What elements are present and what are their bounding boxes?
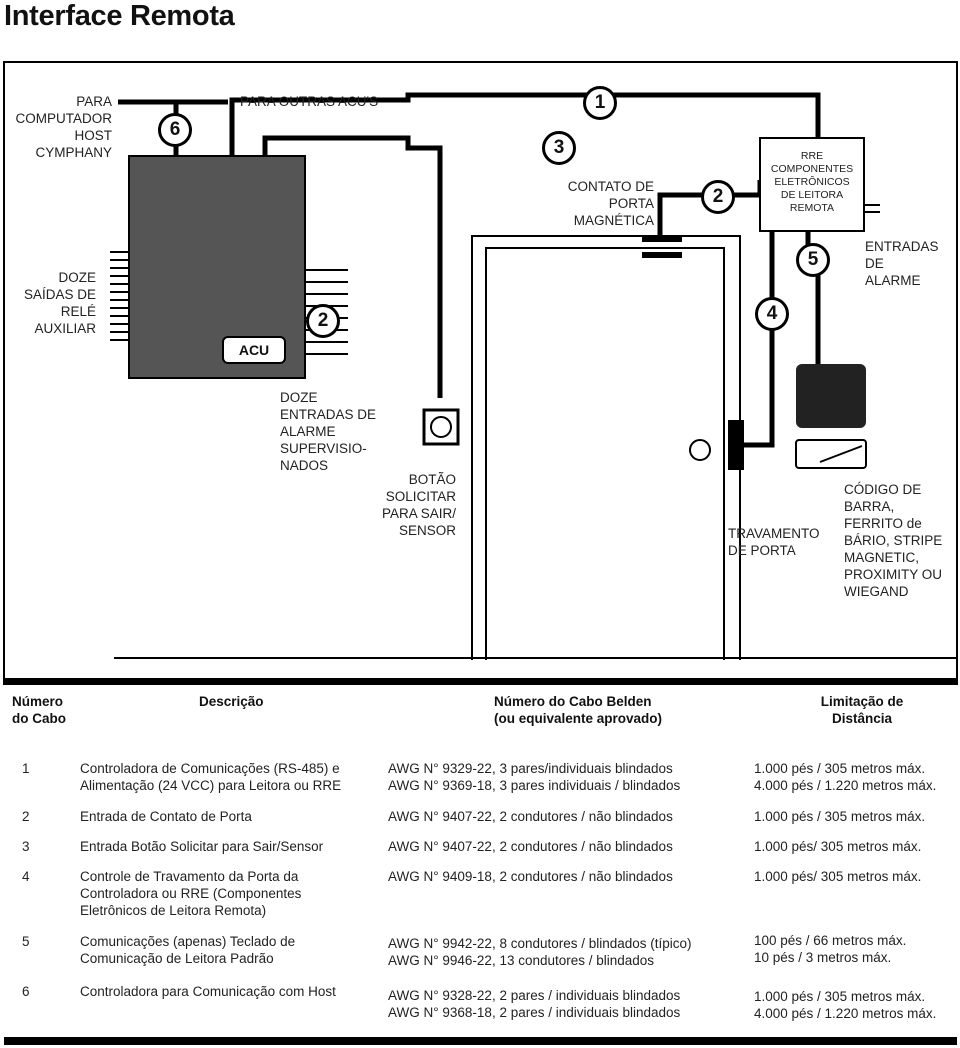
card-reader bbox=[796, 364, 866, 428]
relay-outputs-label: DOZE SAÍDAS DE RELÉ AUXILIAR bbox=[23, 270, 96, 336]
row-1-number: 1 bbox=[22, 761, 30, 776]
row-5-distance: 100 pés / 66 metros máx. 10 pés / 3 metros máx. bbox=[754, 933, 907, 965]
cable-badge-2-door: 2 bbox=[701, 180, 735, 214]
page-title: Interface Remota bbox=[4, 0, 235, 32]
door-lock bbox=[728, 420, 744, 470]
magnetic-contact-label: CONTATO DE PORTA MAGNÉTICA bbox=[567, 179, 654, 228]
row-5-description: Comunicações (apenas) Teclado de Comunicação de Leitora Padrão bbox=[80, 934, 296, 966]
row-6-cable: AWG N° 9328-22, 2 pares / individuais blindados AWG N° 9368-18, 2 pares / individuais blindados bbox=[388, 988, 681, 1020]
door-lock-label: TRAVAMENTO DE PORTA bbox=[728, 526, 820, 558]
door-frame-inner bbox=[486, 248, 724, 660]
table-bottom-rule bbox=[4, 1037, 957, 1045]
row-4-description: Controle de Travamento da Porta da Controladora ou RRE (Componentes Eletrônicos de Leitora Remota) bbox=[80, 869, 302, 918]
card-slot bbox=[796, 440, 866, 468]
cable-badge-5: 5 bbox=[796, 243, 830, 277]
cable-badge-2-acu: 2 bbox=[306, 304, 340, 338]
row-2-description: Entrada de Contato de Porta bbox=[80, 809, 252, 824]
cable-badge-3: 3 bbox=[542, 131, 576, 165]
other-acus-label: PARA OUTRAS ACU'S bbox=[240, 94, 379, 109]
row-6-distance: 1.000 pés / 305 metros máx. 4.000 pés / 1.220 metros máx. bbox=[754, 989, 937, 1021]
relay-output-lines bbox=[110, 252, 129, 340]
rte-label: BOTÃO SOLICITAR PARA SAIR/ SENSOR bbox=[381, 472, 456, 538]
cable-badge-1: 1 bbox=[583, 86, 617, 120]
host-label: PARA COMPUTADOR HOST CYMPHANY bbox=[15, 94, 112, 160]
row-4-cable: AWG N° 9409-18, 2 condutores / não blindados bbox=[388, 869, 673, 884]
rre-label: RRE COMPONENTES ELETRÔNICOS DE LEITORA REMOTA bbox=[770, 150, 854, 214]
row-6-description: Controladora para Comunicação com Host bbox=[80, 984, 336, 999]
header-cable-number: Número do Cabo bbox=[12, 694, 66, 726]
row-5-cable: AWG N° 9942-22, 8 condutores / blindados (típico) AWG N° 9946-22, 13 condutores / blindados bbox=[388, 936, 692, 968]
row-2-distance: 1.000 pés / 305 metros máx. bbox=[754, 809, 926, 824]
header-distance: Limitação de Distância bbox=[820, 694, 904, 726]
header-belden: Número do Cabo Belden (ou equivalente aprovado) bbox=[494, 694, 663, 726]
row-1-cable: AWG N° 9329-22, 3 pares/individuais blindados AWG N° 9369-18, 3 pares individuais / blindados bbox=[388, 761, 681, 793]
row-2-cable: AWG N° 9407-22, 2 condutores / não blindados bbox=[388, 809, 673, 824]
supervised-inputs-label: DOZE ENTRADAS DE ALARME SUPERVISIO- NADOS bbox=[280, 390, 377, 473]
row-2-number: 2 bbox=[22, 809, 30, 824]
row-4-distance: 1.000 pés/ 305 metros máx. bbox=[754, 869, 922, 884]
door-knob bbox=[690, 440, 710, 460]
cable-badge-4: 4 bbox=[755, 297, 789, 331]
row-6-number: 6 bbox=[22, 984, 30, 999]
reader-label: CÓDIGO DE BARRA, FERRITO de BÁRIO, STRIPE MAGNETIC, PROXIMITY OU WIEGAND bbox=[844, 482, 943, 599]
row-5-number: 5 bbox=[22, 934, 30, 949]
header-description: Descrição bbox=[199, 694, 264, 709]
row-4-number: 4 bbox=[22, 869, 30, 884]
magnetic-contact-top bbox=[642, 236, 682, 242]
alarm-inputs-label: ENTRADAS DE ALARME bbox=[865, 239, 939, 288]
cable-badge-6: 6 bbox=[158, 113, 192, 147]
row-3-description: Entrada Botão Solicitar para Sair/Sensor bbox=[80, 839, 324, 854]
row-1-description: Controladora de Comunicações (RS-485) e Alimentação (24 VCC) para Leitora ou RRE bbox=[80, 761, 342, 793]
table-top-rule bbox=[4, 678, 957, 684]
cable-4 bbox=[742, 231, 772, 445]
acu-label: ACU bbox=[222, 336, 286, 364]
row-1-distance: 1.000 pés / 305 metros máx. 4.000 pés / 1.220 metros máx. bbox=[754, 761, 937, 793]
row-3-distance: 1.000 pés/ 305 metros máx. bbox=[754, 839, 922, 854]
magnetic-contact-bottom bbox=[642, 252, 682, 258]
row-3-number: 3 bbox=[22, 839, 30, 854]
row-3-cable: AWG N° 9407-22, 2 condutores / não blindados bbox=[388, 839, 673, 854]
